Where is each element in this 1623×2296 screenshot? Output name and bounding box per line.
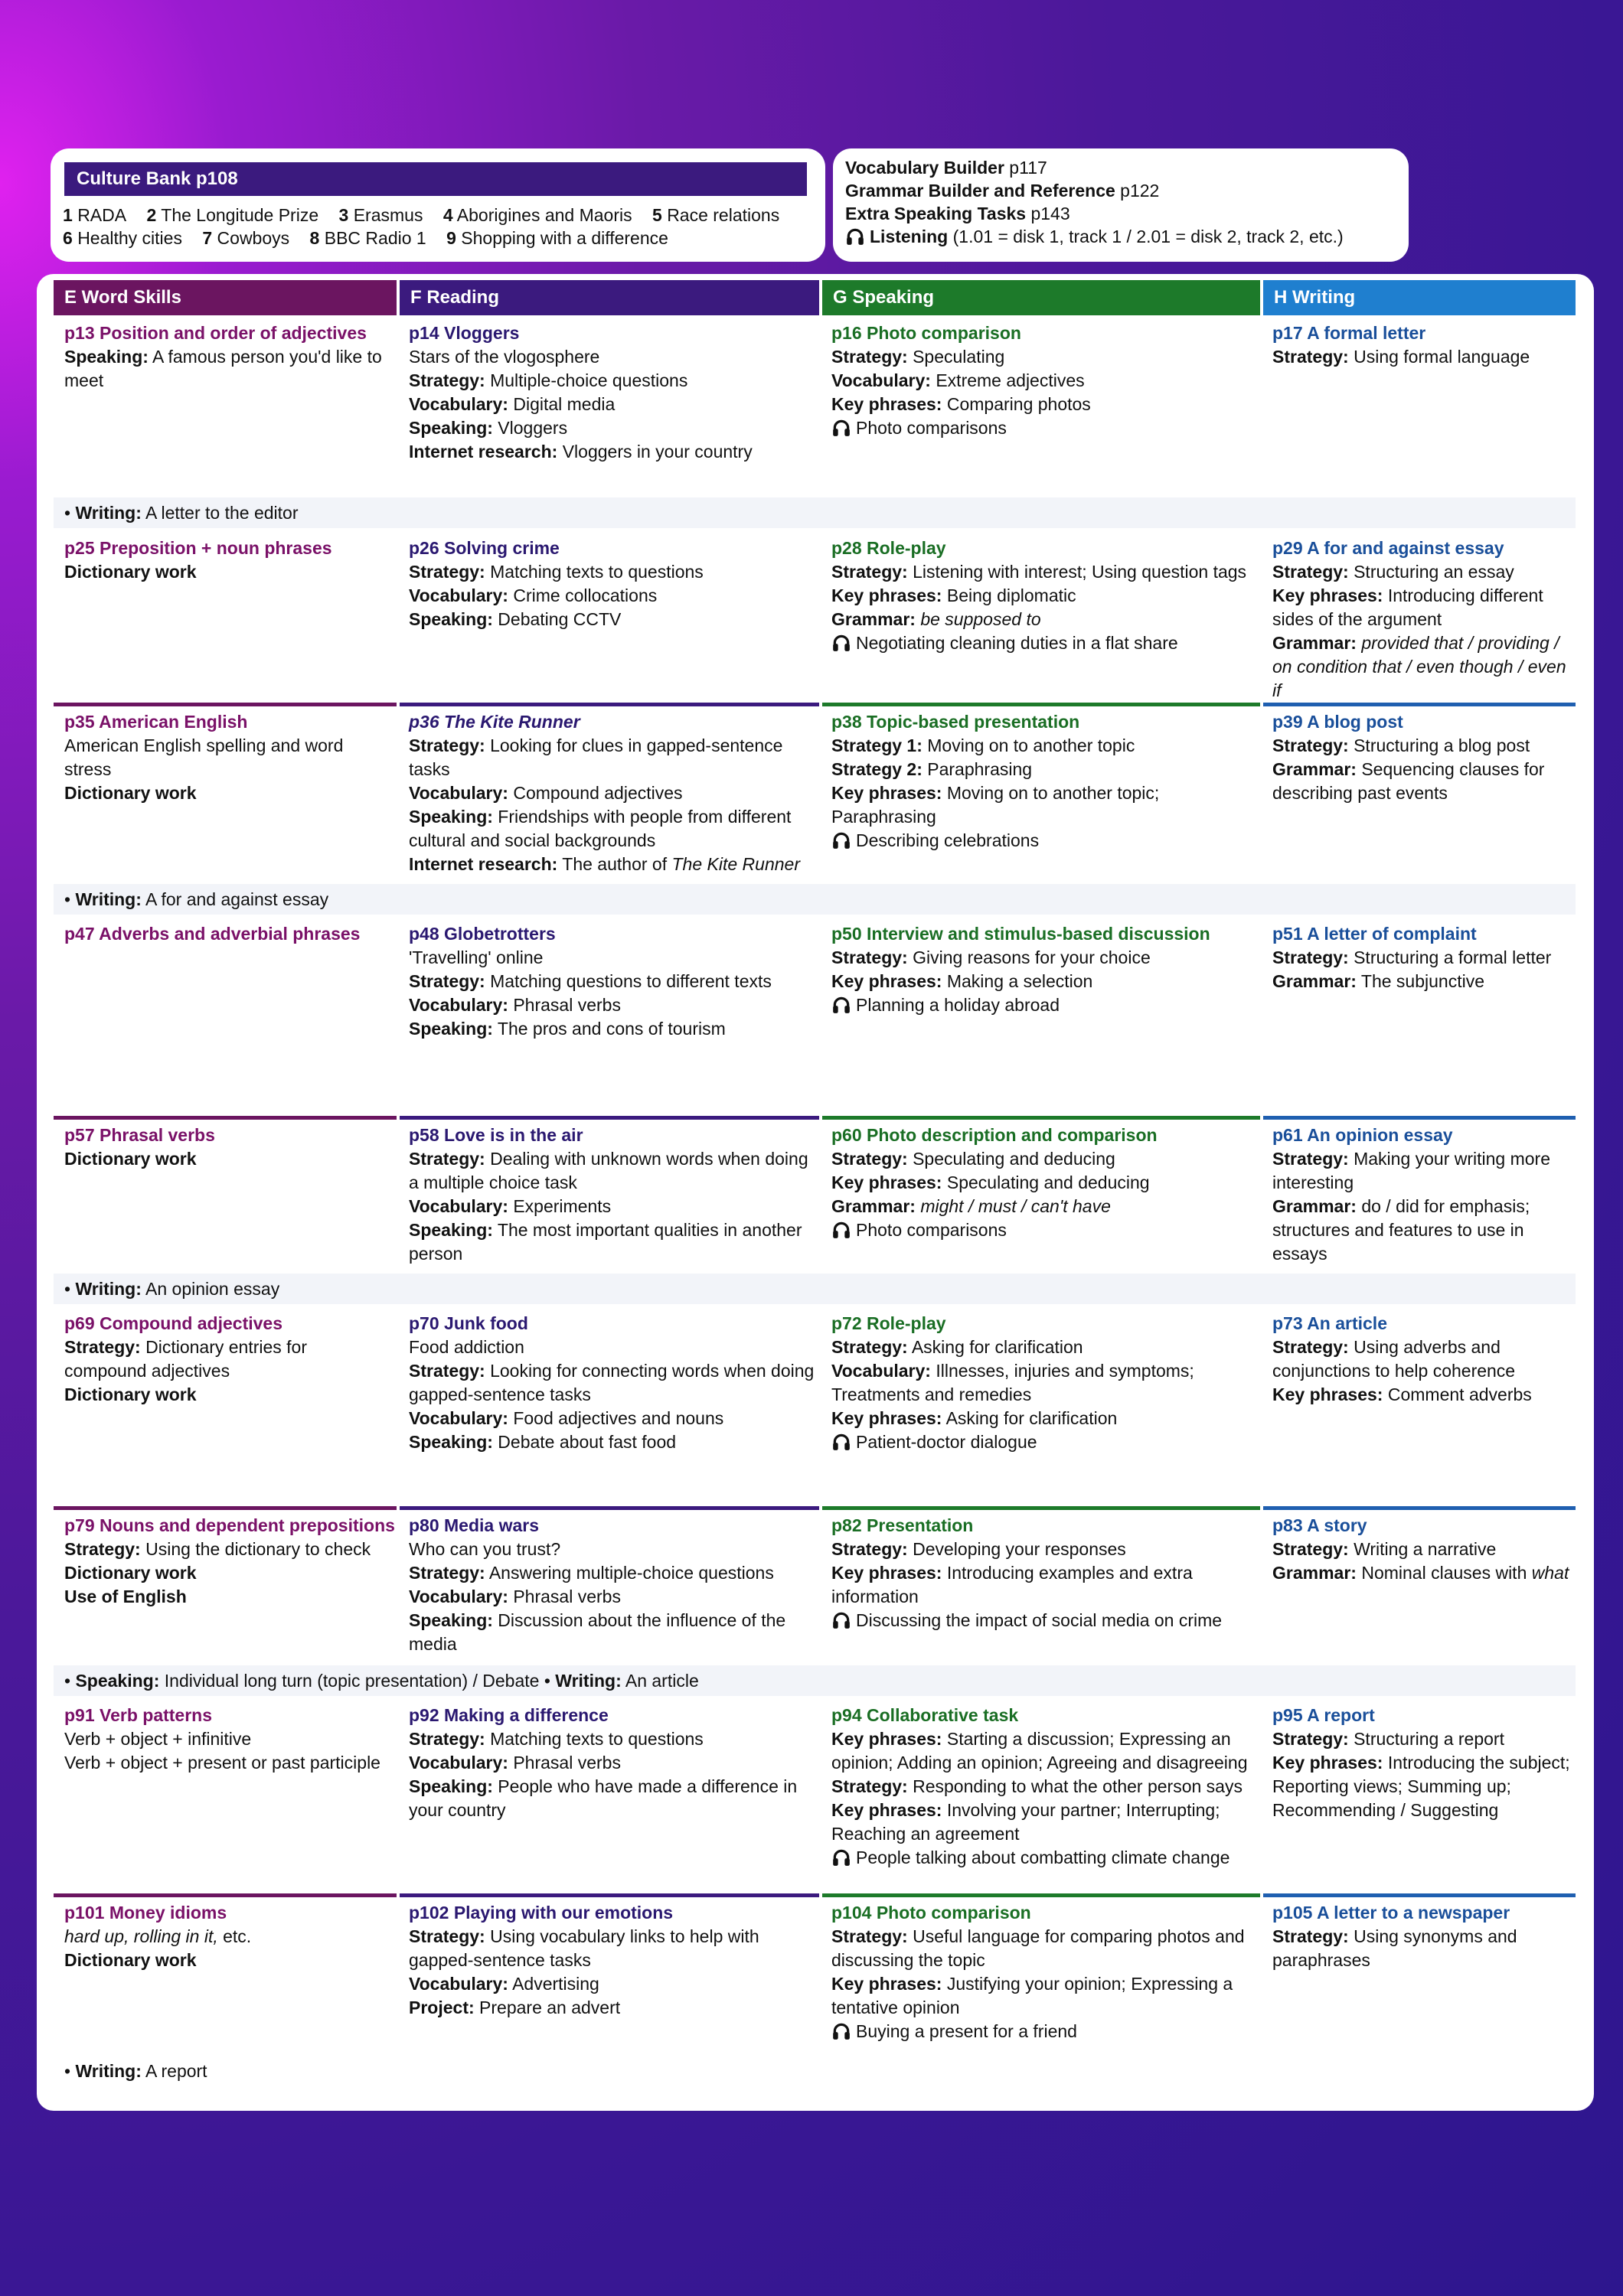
culture-item-number: 9: [446, 228, 456, 248]
lesson-cell: p50 Interview and stimulus-based discussion Strategy: Giving reasons for your choice Key phrases: Making a selection Planning a holiday abroad: [831, 922, 1260, 1017]
lesson-title: p13 Position and order of adjectives: [64, 323, 367, 343]
lesson-title: p48 Globetrotters: [409, 924, 556, 944]
row-divider: [822, 1893, 1260, 1897]
lesson-title: p72 Role-play: [831, 1313, 946, 1333]
bullet-icon: •: [64, 503, 76, 523]
lesson-title: p25 Preposition + noun phrases: [64, 538, 332, 558]
lesson-title: p69 Compound adjectives: [64, 1313, 283, 1333]
lesson-title: p38 Topic-based presentation: [831, 712, 1080, 732]
culture-bank-line-2: [63, 227, 668, 249]
row-divider: [822, 1116, 1260, 1120]
lesson-cell: p61 An opinion essay Strategy: Making your writing more interesting Grammar: do / did for emphasis; structures and features to use in essays: [1272, 1124, 1576, 1266]
lesson-cell: p94 Collaborative task Key phrases: Starting a discussion; Expressing an opinion; Adding an opinion; Agreeing and disagreeing Strategy: Responding to what the other person says Key phrases: Involving your partner; Interrupting; Reaching an agreement People talking about combatting climate change: [831, 1704, 1260, 1870]
grammar-builder-ref: Grammar Builder and Reference p122: [845, 181, 1160, 201]
lesson-cell: p36 The Kite Runner Strategy: Looking for clues in gapped-sentence tasks Vocabulary: Compound adjectives Speaking: Friendships with people from different cultural and social backgrounds Internet research: The author of The Kite Runner: [409, 710, 819, 876]
headphones-icon: [831, 995, 851, 1015]
bullet-icon: •: [64, 1671, 76, 1691]
lesson-title: p17 A formal letter: [1272, 323, 1426, 343]
lesson-cell: p35 American English American English spelling and word stress Dictionary work: [64, 710, 394, 805]
row-divider: [400, 1506, 819, 1510]
lesson-cell: p58 Love is in the air Strategy: Dealing with unknown words when doing a multiple choice task Vocabulary: Experiments Speaking: The most important qualities in another person: [409, 1124, 819, 1266]
lesson-cell: p28 Role-play Strategy: Listening with interest; Using question tags Key phrases: Being diplomatic Grammar: be supposed to Negotiating cleaning duties in a flat share: [831, 536, 1260, 655]
row-divider: [822, 703, 1260, 706]
column-header-writing: H Writing: [1263, 280, 1576, 315]
lesson-title: p60 Photo description and comparison: [831, 1125, 1158, 1145]
culture-item-number: 1: [63, 205, 73, 225]
culture-item: Healthy cities: [77, 228, 182, 248]
lesson-cell: p48 Globetrotters 'Travelling' online Strategy: Matching questions to different texts Vocabulary: Phrasal verbs Speaking: The pros and cons of tourism: [409, 922, 819, 1041]
bullet-icon: •: [539, 1671, 556, 1691]
lesson-title: p70 Junk food: [409, 1313, 528, 1333]
lesson-cell: p91 Verb patterns Verb + object + infinitive Verb + object + present or past participle: [64, 1704, 394, 1775]
lesson-cell: p69 Compound adjectives Strategy: Dictionary entries for compound adjectives Dictionary work: [64, 1312, 394, 1407]
lesson-title: p82 Presentation: [831, 1515, 974, 1535]
lesson-cell: p105 A letter to a newspaper Strategy: Using synonyms and paraphrases: [1272, 1901, 1576, 1972]
lesson-title: p102 Playing with our emotions: [409, 1903, 674, 1923]
lesson-cell: [64, 922, 394, 946]
culture-item: Race relations: [667, 205, 780, 225]
lesson-cell: p101 Money idioms hard up, rolling in it, etc. Dictionary work: [64, 1901, 394, 1972]
headphones-icon: [831, 1432, 851, 1452]
review-band: • Writing: A report: [54, 2056, 1576, 2086]
bullet-icon: •: [64, 1279, 76, 1299]
row-divider: [400, 1116, 819, 1120]
listening-ref: Listening (1.01 = disk 1, track 1 / 2.01 = disk 2, track 2, etc.): [845, 225, 1344, 248]
lesson-cell: p73 An article Strategy: Using adverbs and conjunctions to help coherence Key phrases: Comment adverbs: [1272, 1312, 1576, 1407]
culture-item: The Longitude Prize: [161, 205, 319, 225]
headphones-icon: [831, 1848, 851, 1867]
row-divider: [1263, 1116, 1576, 1120]
lesson-cell: p104 Photo comparison Strategy: Useful language for comparing photos and discussing the topic Key phrases: Justifying your opinion; Expressing a tentative opinion Buying a present for a friend: [831, 1901, 1260, 2043]
lesson-title: p36 The Kite Runner: [409, 712, 580, 732]
lesson-cell: p83 A story Strategy: Writing a narrative Grammar: Nominal clauses with what: [1272, 1514, 1576, 1585]
lesson-title: p91 Verb patterns: [64, 1705, 213, 1725]
lesson-cell: p70 Junk food Food addiction Strategy: Looking for connecting words when doing gapped-sentence tasks Vocabulary: Food adjectives and nouns Speaking: Debate about fast food: [409, 1312, 819, 1454]
lesson-title: p105 A letter to a newspaper: [1272, 1903, 1510, 1923]
lesson-cell: p51 A letter of complaint Strategy: Structuring a formal letter Grammar: The subjunctive: [1272, 922, 1576, 993]
lesson-title: p14 Vloggers: [409, 323, 520, 343]
row-divider: [54, 1116, 397, 1120]
headphones-icon: [845, 227, 865, 246]
lesson-cell: p80 Media wars Who can you trust? Strategy: Answering multiple-choice questions Vocabulary: Phrasal verbs Speaking: Discussion about the influence of the media: [409, 1514, 819, 1656]
headphones-icon: [831, 418, 851, 438]
lesson-cell: p60 Photo description and comparison Strategy: Speculating and deducing Key phrases: Speculating and deducing Grammar: might / must / can't have Photo comparisons: [831, 1124, 1260, 1242]
lesson-cell: p102 Playing with our emotions Strategy: Using vocabulary links to help with gapped-sentence tasks Vocabulary: Advertising Project: Prepare an advert: [409, 1901, 819, 2020]
culture-item: Cowboys: [217, 228, 290, 248]
culture-item: Shopping with a difference: [461, 228, 668, 248]
lesson-cell: p72 Role-play Strategy: Asking for clarification Vocabulary: Illnesses, injuries and symptoms; Treatments and remedies Key phrases: Asking for clarification Patient-doctor dialogue: [831, 1312, 1260, 1454]
row-divider: [400, 1893, 819, 1897]
column-header-word-skills: E Word Skills: [54, 280, 397, 315]
culture-bank-title: Culture Bank p108: [64, 162, 807, 196]
headphones-icon: [831, 2021, 851, 2041]
lesson-cell: p16 Photo comparison Strategy: Speculating Vocabulary: Extreme adjectives Key phrases: Comparing photos Photo comparisons: [831, 321, 1260, 440]
lesson-cell: p57 Phrasal verbs Dictionary work: [64, 1124, 394, 1171]
review-band: • Writing: A letter to the editor: [54, 497, 1576, 528]
lesson-cell: p26 Solving crime Strategy: Matching texts to questions Vocabulary: Crime collocations Speaking: Debating CCTV: [409, 536, 819, 631]
row-divider: [54, 1893, 397, 1897]
lesson-cell: p14 Vloggers Stars of the vlogosphere Strategy: Multiple-choice questions Vocabulary: Digital media Speaking: Vloggers Internet research: Vloggers in your country: [409, 321, 819, 464]
row-divider: [1263, 703, 1576, 706]
culture-bank-line-1: [63, 204, 779, 227]
row-divider: [1263, 1506, 1576, 1510]
lesson-cell: p92 Making a difference Strategy: Matching texts to questions Vocabulary: Phrasal verbs Speaking: People who have made a difference in your country: [409, 1704, 819, 1822]
lesson-title: p83 A story: [1272, 1515, 1367, 1535]
culture-bank-box: [51, 148, 825, 262]
lesson-title: p35 American English: [64, 712, 248, 732]
lesson-title: p79 Nouns and dependent prepositions: [64, 1515, 395, 1535]
lesson-cell: p39 A blog post Strategy: Structuring a blog post Grammar: Sequencing clauses for describing past events: [1272, 710, 1576, 805]
lesson-title: p51 A letter of complaint: [1272, 924, 1477, 944]
headphones-icon: [831, 1220, 851, 1240]
lesson-title: p73 An article: [1272, 1313, 1387, 1333]
column-header-reading: F Reading: [400, 280, 819, 315]
lesson-title: p101 Money idioms: [64, 1903, 227, 1923]
bullet-icon: •: [64, 889, 76, 909]
vocabulary-builder-ref: Vocabulary Builder p117: [845, 158, 1047, 178]
lesson-title: p104 Photo comparison: [831, 1903, 1031, 1923]
headphones-icon: [831, 830, 851, 850]
lesson-title: p50 Interview and stimulus-based discussion: [831, 924, 1210, 944]
culture-item: RADA: [77, 205, 127, 225]
lesson-cell: p82 Presentation Strategy: Developing your responses Key phrases: Introducing examples and extra information Discussing the impact of social media on crime: [831, 1514, 1260, 1632]
row-divider: [1263, 1893, 1576, 1897]
culture-item-number: 8: [309, 228, 320, 248]
row-divider: [400, 703, 819, 706]
review-band: • Writing: A for and against essay: [54, 884, 1576, 915]
row-divider: [822, 1506, 1260, 1510]
row-divider: [54, 703, 397, 706]
culture-item-number: 6: [63, 228, 73, 248]
culture-item: Aborigines and Maoris: [456, 205, 632, 225]
lesson-title: p95 A report: [1272, 1705, 1375, 1725]
culture-item-number: 2: [146, 205, 157, 225]
review-band: • Speaking: Individual long turn (topic presentation) / Debate • Writing: An article: [54, 1665, 1576, 1696]
lesson-title: p47 Adverbs and adverbial phrases: [64, 924, 361, 944]
review-band: • Writing: An opinion essay: [54, 1274, 1576, 1304]
culture-item: BBC Radio 1: [324, 228, 426, 248]
lesson-cell: p79 Nouns and dependent prepositions Strategy: Using the dictionary to check Dictionary work Use of English: [64, 1515, 395, 1606]
lesson-title: p61 An opinion essay: [1272, 1125, 1453, 1145]
reference-box: [833, 148, 1409, 262]
lesson-cell: p13 Position and order of adjectives Speaking: A famous person you'd like to meet: [64, 321, 394, 393]
lesson-cell: p95 A report Strategy: Structuring a report Key phrases: Introducing the subject; Reporting views; Summing up; Recommending / Suggesting: [1272, 1704, 1576, 1822]
lesson-title: p28 Role-play: [831, 538, 946, 558]
extra-speaking-ref: Extra Speaking Tasks p143: [845, 204, 1070, 223]
row-divider: [54, 1506, 397, 1510]
lesson-title: p94 Collaborative task: [831, 1705, 1019, 1725]
culture-item: Erasmus: [353, 205, 423, 225]
column-header-speaking: G Speaking: [822, 280, 1260, 315]
headphones-icon: [831, 633, 851, 653]
lesson-cell: p29 A for and against essay Strategy: Structuring an essay Key phrases: Introducing different sides of the argument Grammar: provided that / providing / on condition that / even though / even if: [1272, 536, 1576, 703]
lesson-cell: p25 Preposition + noun phrases Dictionary work: [64, 536, 394, 584]
lesson-title: p39 A blog post: [1272, 712, 1403, 732]
culture-item-number: 7: [202, 228, 213, 248]
lesson-title: p58 Love is in the air: [409, 1125, 583, 1145]
culture-item-number: 4: [442, 205, 453, 225]
bullet-icon: •: [64, 2061, 76, 2081]
lesson-cell: p38 Topic-based presentation Strategy 1: Moving on to another topic Strategy 2: Paraphrasing Key phrases: Moving on to another topic; Paraphrasing Describing celebrations: [831, 710, 1260, 853]
culture-item-number: 3: [338, 205, 349, 225]
lesson-title: p16 Photo comparison: [831, 323, 1021, 343]
lesson-title: p26 Solving crime: [409, 538, 560, 558]
lesson-title: p57 Phrasal verbs: [64, 1125, 215, 1145]
lesson-title: p80 Media wars: [409, 1515, 540, 1535]
lesson-cell: p17 A formal letter Strategy: Using formal language: [1272, 321, 1576, 369]
headphones-icon: [831, 1610, 851, 1630]
culture-item-number: 5: [652, 205, 662, 225]
lesson-title: p29 A for and against essay: [1272, 538, 1504, 558]
lesson-title: p92 Making a difference: [409, 1705, 609, 1725]
